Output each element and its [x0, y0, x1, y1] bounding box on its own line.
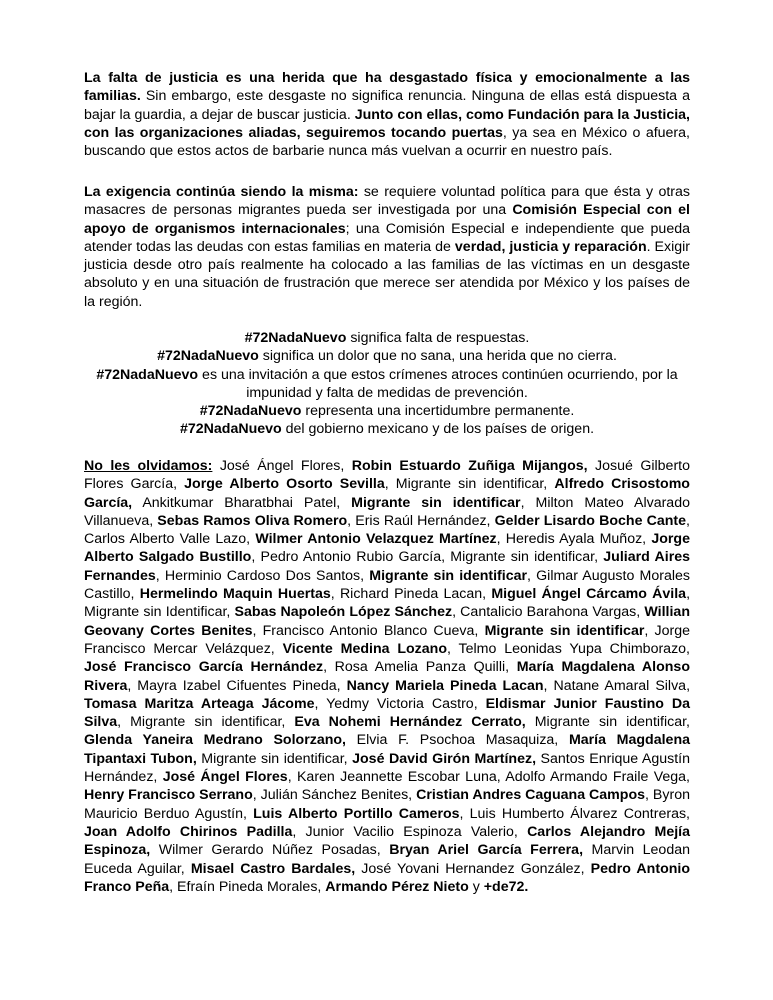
victim-name-bold-text: Pedro Antonio Franco Peña: [84, 860, 691, 895]
victim-name-text: José Ángel Flores,: [212, 458, 352, 474]
victim-name-text: , Heredis Ayala Muñoz,: [496, 531, 652, 548]
hashtag-statements: [84, 329, 690, 439]
victim-name-text: , Francisco Antonio Blanco Cueva,: [252, 622, 485, 639]
victim-name-text: , Milton Mateo Alvarado Villanueva,: [84, 494, 690, 529]
victim-name-bold-text: Eva Nohemi Hernández Cerrato,: [294, 714, 526, 731]
victim-name-bold-text: +de72.: [483, 878, 529, 895]
victim-name-text: , Jorge Francisco Mercar Velázquez,: [84, 622, 690, 657]
victim-name-text: , Richard Pineda Lacan,: [330, 586, 492, 603]
victim-name-bold-text: Nancy Mariela Pineda Lacan: [346, 677, 544, 694]
victim-name-bold-text: Wilmer Antonio Velazquez Martínez: [255, 531, 497, 548]
victim-name-text: Elvia F. Psochoa Masaquiza,: [345, 732, 569, 749]
hashtag-bold-text: #72NadaNuevo: [179, 421, 282, 438]
victim-name-text: , Migrante sin identificar,: [384, 476, 555, 493]
victim-name-bold-text: Juliard Aires Fernandes: [84, 549, 690, 584]
hashtag-line: [84, 347, 690, 365]
victim-name-underline: No les olvidamos:: [84, 458, 213, 474]
victim-name-bold-text: José David Girón Martínez,: [352, 750, 537, 767]
hashtag-text: representa una incertidumbre permanente.: [301, 403, 575, 420]
victims-list: [84, 457, 690, 896]
victim-name-text: , Natane Amaral Silva,: [543, 677, 691, 694]
victim-name-bold-text: Jorge Alberto Osorto Sevilla: [184, 476, 385, 493]
victim-name-bold-text: Bryan Ariel García Ferrera,: [389, 842, 584, 859]
p2-text: ; una Comisión Especial e independiente que pueda atender todas las deudas con estas familias en materia de: [84, 220, 690, 255]
victim-name-bold-text: Willian Geovany Cortes Benites: [84, 604, 690, 639]
hashtag-line: [84, 366, 690, 403]
victim-name-text: José Yovani Hernandez González,: [355, 860, 591, 877]
victim-name-bold-text: Robin Estuardo Zuñiga Mijangos,: [351, 458, 588, 474]
victim-name-bold-text: [84, 458, 212, 474]
hashtag-bold-text: #72NadaNuevo: [244, 330, 347, 346]
victim-name-bold-text: Sebas Ramos Oliva Romero: [157, 512, 348, 529]
p2-text: se requiere voluntad política para que ésta y otras masacres de personas migrantes pueda ser investigada por una: [84, 184, 690, 219]
hashtag-line: [84, 420, 690, 438]
hashtag-line: [84, 329, 690, 347]
victim-name-text: Migrante sin identificar,: [525, 714, 690, 731]
paragraph-demand: [84, 183, 690, 311]
victim-name-text: , Cantalicio Barahona Vargas,: [452, 604, 645, 621]
victim-name-text: Ankitkumar Bharatbhai Patel,: [132, 494, 352, 511]
victim-name-bold-text: Henry Francisco Serrano: [84, 787, 253, 804]
p1-text: Sin embargo, este desgaste no significa renuncia. Ninguna de ellas está dispuesta a bajar la guardia, a dejar de buscar justicia.: [84, 88, 690, 123]
victim-name-text: , Eris Raúl Hernández,: [347, 512, 495, 529]
p1-text: , ya sea en México o afuera, buscando que estos actos de barbarie nunca más vuelvan a ocurrir en nuestro país.: [84, 124, 690, 160]
victim-name-bold-text: Joan Adolfo Chirinos Padilla: [84, 823, 293, 840]
p2-text: . Exigir justicia desde otro país realmente ha colocado a las familias de las víctimas en un desgaste absoluto y en una situación de frustración que merece ser atendida por México y los países de la región.: [84, 238, 691, 310]
paragraph-justice: [84, 69, 690, 160]
victim-name-bold-text: Migrante sin identificar: [369, 567, 528, 584]
victim-name-bold-text: Eldismar Junior Faustino Da Silva: [84, 695, 690, 731]
victim-name-text: , Byron Mauricio Berduo Agustín,: [84, 787, 690, 822]
hashtag-text: significa falta de respuestas.: [346, 330, 530, 346]
victim-name-text: , Julián Sánchez Benites,: [252, 787, 417, 804]
hashtag-text: significa un dolor que no sana, una herida que no cierra.: [258, 348, 617, 365]
p2-bold-text: Comisión Especial con el apoyo de organismos internacionales: [84, 202, 690, 237]
victim-name-bold-text: Misael Castro Bardales,: [190, 860, 356, 877]
hashtag-line: [84, 402, 690, 420]
victim-name-bold-text: Miguel Ángel Cárcamo Ávila: [491, 586, 687, 603]
victim-name-text: , Telmo Leonidas Yupa Chimborazo,: [447, 640, 690, 657]
victim-name-bold-text: Luis Alberto Portillo Cameros: [253, 805, 460, 822]
victim-name-bold-text: Migrante sin identificar: [484, 622, 645, 639]
victim-name-text: , Rosa Amelia Panza Quilli,: [323, 659, 517, 676]
hashtag-text: es una invitación a que estos crímenes atroces continúen ocurriendo, por la impunidad y falta de medidas de prevención.: [198, 366, 678, 401]
p2-bold-text: verdad, justicia y reparación: [454, 238, 647, 255]
victim-name-bold-text: Jorge Alberto Salgado Bustillo: [84, 531, 690, 566]
victim-name-text: , Junior Vacilio Espinoza Valerio,: [292, 823, 528, 840]
hashtag-bold-text: #72NadaNuevo: [157, 348, 259, 365]
victim-name-text: , Pedro Antonio Rubio García, Migrante sin identificar,: [251, 549, 604, 566]
victim-name-text: Santos Enrique Agustín Hernández,: [84, 750, 691, 786]
victim-name-bold-text: José Francisco García Hernández: [84, 659, 324, 676]
victim-name-text: , Migrante sin Identificar,: [84, 586, 691, 621]
victim-name-bold-text: José Ángel Flores: [162, 769, 288, 786]
victim-name-text: , Yedmy Victoria Castro,: [314, 695, 486, 712]
p2-bold-text: La exigencia continúa siendo la misma:: [84, 184, 359, 200]
victim-name-text: , Carlos Alberto Valle Lazo,: [84, 512, 690, 548]
victim-name-bold-text: Glenda Yaneira Medrano Solorzano,: [84, 732, 346, 749]
victim-name-bold-text: María Magdalena Alonso Rivera: [84, 659, 690, 694]
victim-name-bold-text: Hermelindo Maquin Huertas: [139, 586, 331, 603]
victim-name-bold-text: Tomasa Maritza Arteaga Jácome: [84, 695, 315, 712]
victim-name-text: Josué Gilberto Flores García,: [84, 458, 691, 493]
victim-name-bold-text: Gelder Lisardo Boche Cante: [494, 512, 687, 529]
victim-name-text: Marvin Leodan Euceda Aguilar,: [84, 842, 690, 877]
victim-name-bold-text: Cristian Andres Caguana Campos: [416, 787, 646, 804]
victim-name-bold-text: Carlos Alejandro Mejía Espinoza,: [84, 823, 690, 859]
victim-name-bold-text: Vicente Medina Lozano: [282, 640, 447, 657]
hashtag-text: del gobierno mexicano y de los países de origen.: [281, 421, 595, 438]
victim-name-text: , Karen Jeannette Escobar Luna, Adolfo Armando Fraile Vega,: [287, 769, 691, 786]
victim-name-text: , Migrante sin identificar,: [117, 714, 295, 731]
victim-name-text: y: [468, 878, 484, 895]
victim-name-text: , Herminio Cardoso Dos Santos,: [155, 567, 370, 584]
victim-name-bold-text: Alfredo Crisostomo García,: [84, 476, 690, 511]
victim-name-text: , Efraín Pineda Morales,: [169, 878, 326, 895]
victim-name-bold-text: Armando Pérez Nieto: [325, 878, 469, 895]
victim-name-text: , Mayra Izabel Cifuentes Pineda,: [127, 677, 347, 694]
hashtag-bold-text: #72NadaNuevo: [96, 366, 199, 383]
victim-name-bold-text: María Magdalena Tipantaxi Tubon,: [84, 732, 690, 767]
victim-name-bold-text: Sabas Napoleón López Sánchez: [234, 604, 453, 621]
p1-bold-text: Junto con ellas, como Fundación para la Justicia, con las organizaciones aliadas, seguiremos tocando puertas: [84, 106, 690, 141]
victim-name-text: Migrante sin identificar,: [196, 750, 353, 767]
hashtag-bold-text: #72NadaNuevo: [199, 403, 302, 420]
p1-bold-text: La falta de justicia es una herida que ha desgastado física y emocionalmente a las familias.: [84, 70, 690, 105]
victim-name-text: Wilmer Gerardo Núñez Posadas,: [150, 842, 390, 859]
victim-name-text: , Luis Humberto Álvarez Contreras,: [459, 805, 690, 822]
victim-name-bold-text: Migrante sin identificar: [351, 494, 521, 511]
victim-name-text: , Gilmar Augusto Morales Castillo,: [84, 567, 690, 603]
